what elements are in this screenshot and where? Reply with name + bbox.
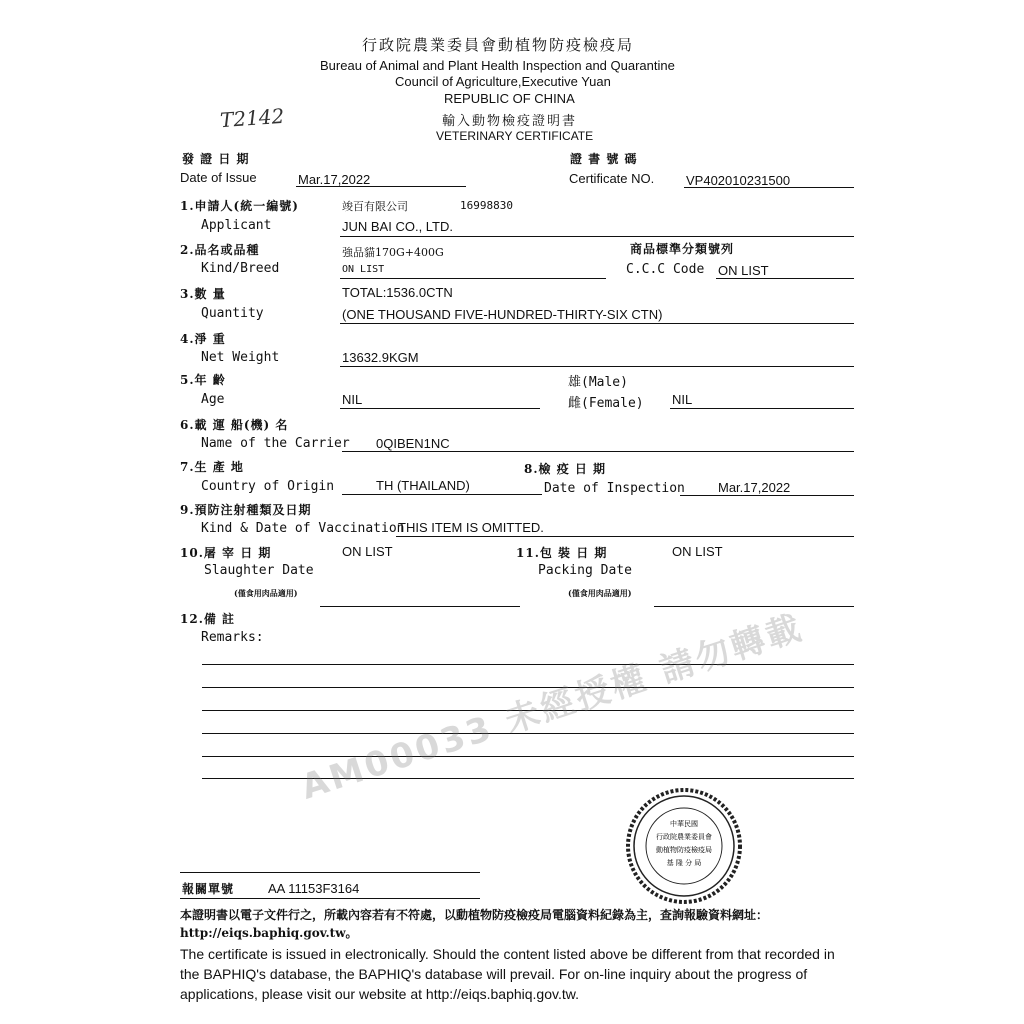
slaughter-value: ON LIST (342, 544, 393, 559)
female-label: 雌(Female) (568, 396, 644, 411)
seal-line3: 動植物防疫檢疫局 (656, 846, 712, 854)
quantity-label-en: Quantity (201, 306, 264, 321)
inspection-value: Mar.17,2022 (718, 480, 791, 495)
council-title: Council of Agriculture,Executive Yuan (395, 74, 611, 89)
net-weight-value: 13632.9KGM (342, 350, 419, 365)
age-label-zh: 5.年 齡 (180, 373, 226, 387)
certificate-no-label-en: Certificate NO. (569, 171, 655, 186)
age-value: NIL (342, 392, 363, 407)
inspection-label-en: Date of Inspection (544, 481, 685, 496)
kind-label-zh: 2.品名或品種 (180, 243, 260, 257)
age-label-en: Age (201, 392, 225, 407)
country-title: REPUBLIC OF CHINA (444, 91, 575, 106)
ccc-value: ON LIST (718, 263, 769, 278)
issue-date-value: Mar.17,2022 (298, 172, 371, 187)
footer-notice-en: The certificate is issued in electronically. Should the content listed above be different from that recorded in the BAPHIQ's database, the BAPHIQ's database will prevail. For on-line inquiry about the progress of applications, please visit our website at http://eiqs.baphiq.gov.tw. (180, 946, 835, 1002)
certificate-title-zh: 輸入動物檢疫證明書 (442, 114, 578, 129)
certificate-no-value: VP402010231500 (686, 173, 791, 188)
origin-label-en: Country of Origin (201, 479, 335, 494)
applicant-name-en: JUN BAI CO., LTD. (342, 219, 453, 234)
carrier-label-zh: 6.載 運 船(機) 名 (180, 418, 289, 432)
applicant-label-zh: 1.申請人(統一編號) (180, 199, 299, 213)
customs-label: 報關單號 (182, 882, 235, 896)
slaughter-label-zh: 10.屠 宰 日 期 (180, 546, 272, 560)
packing-label-zh: 11.包 裝 日 期 (516, 546, 608, 560)
vaccination-label-en: Kind & Date of Vaccination (201, 521, 405, 536)
watermark: AM00033 未經授權 請勿轉載 (296, 607, 809, 808)
sex-value: NIL (672, 392, 693, 407)
packing-label-en: Packing Date (538, 563, 632, 578)
ccc-label-zh: 商品標準分類號列 (630, 242, 735, 256)
footer-notice-zh: 本證明書以電子文件行之，所載內容若有不符處，以動植物防疫檢疫局電腦資料紀錄為主，查詢報驗資料網址：http://eiqs.baphiq.gov.tw。 (180, 908, 769, 940)
certificate-no-label-zh: 證 書 號 碼 (570, 152, 638, 166)
kind-value-zh: 強品貓170G+400G (342, 246, 444, 259)
handwritten-note: T2142 (219, 103, 286, 133)
bureau-title-en: Bureau of Animal and Plant Health Inspection and Quarantine (320, 58, 675, 73)
seal-line4: 基 隆 分 局 (666, 859, 702, 867)
ccc-label-en: C.C.C Code (626, 262, 705, 277)
remarks-label-zh: 12.備 註 (180, 612, 236, 626)
customs-value: AA 11153F3164 (268, 881, 360, 896)
slaughter-label-en: Slaughter Date (204, 563, 314, 578)
issue-date-label-en: Date of Issue (180, 170, 257, 185)
certificate-title-en: VETERINARY CERTIFICATE (436, 129, 594, 143)
official-seal (624, 786, 744, 906)
applicant-label-en: Applicant (201, 218, 272, 233)
packing-value: ON LIST (672, 544, 723, 559)
bureau-title-zh: 行政院農業委員會動植物防疫檢疫局 (362, 36, 635, 54)
remarks-label-en: Remarks: (201, 630, 264, 645)
applicant-name-zh: 竣百有限公司 (342, 200, 408, 213)
origin-value: TH (THAILAND) (376, 478, 470, 493)
packing-note: (僅食用肉品適用) (568, 588, 632, 598)
seal-line2: 行政院農業委員會 (656, 833, 712, 841)
vaccination-value: THIS ITEM IS OMITTED. (398, 520, 544, 535)
quantity-label-zh: 3.數 量 (180, 287, 226, 301)
inspection-label-zh: 8.檢 疫 日 期 (524, 462, 607, 476)
issue-date-label-zh: 發 證 日 期 (182, 152, 250, 166)
quantity-total: TOTAL:1536.0CTN (342, 285, 453, 300)
net-weight-label-en: Net Weight (201, 350, 280, 365)
carrier-value: 0QIBEN1NC (376, 436, 450, 451)
seal-line1: 中華民國 (670, 820, 698, 828)
net-weight-label-zh: 4.淨 重 (180, 332, 226, 346)
origin-label-zh: 7.生 產 地 (180, 460, 244, 474)
kind-value-en: ON LIST (342, 264, 385, 275)
male-label: 雄(Male) (568, 375, 628, 390)
quantity-words: (ONE THOUSAND FIVE-HUNDRED-THIRTY-SIX CTN) (342, 307, 663, 322)
applicant-id: 16998830 (460, 199, 513, 212)
vaccination-label-zh: 9.預防注射種類及日期 (180, 503, 312, 517)
carrier-label-en: Name of the Carrier (201, 436, 350, 451)
kind-label-en: Kind/Breed (201, 261, 280, 276)
slaughter-note: (僅食用肉品適用) (234, 588, 298, 598)
